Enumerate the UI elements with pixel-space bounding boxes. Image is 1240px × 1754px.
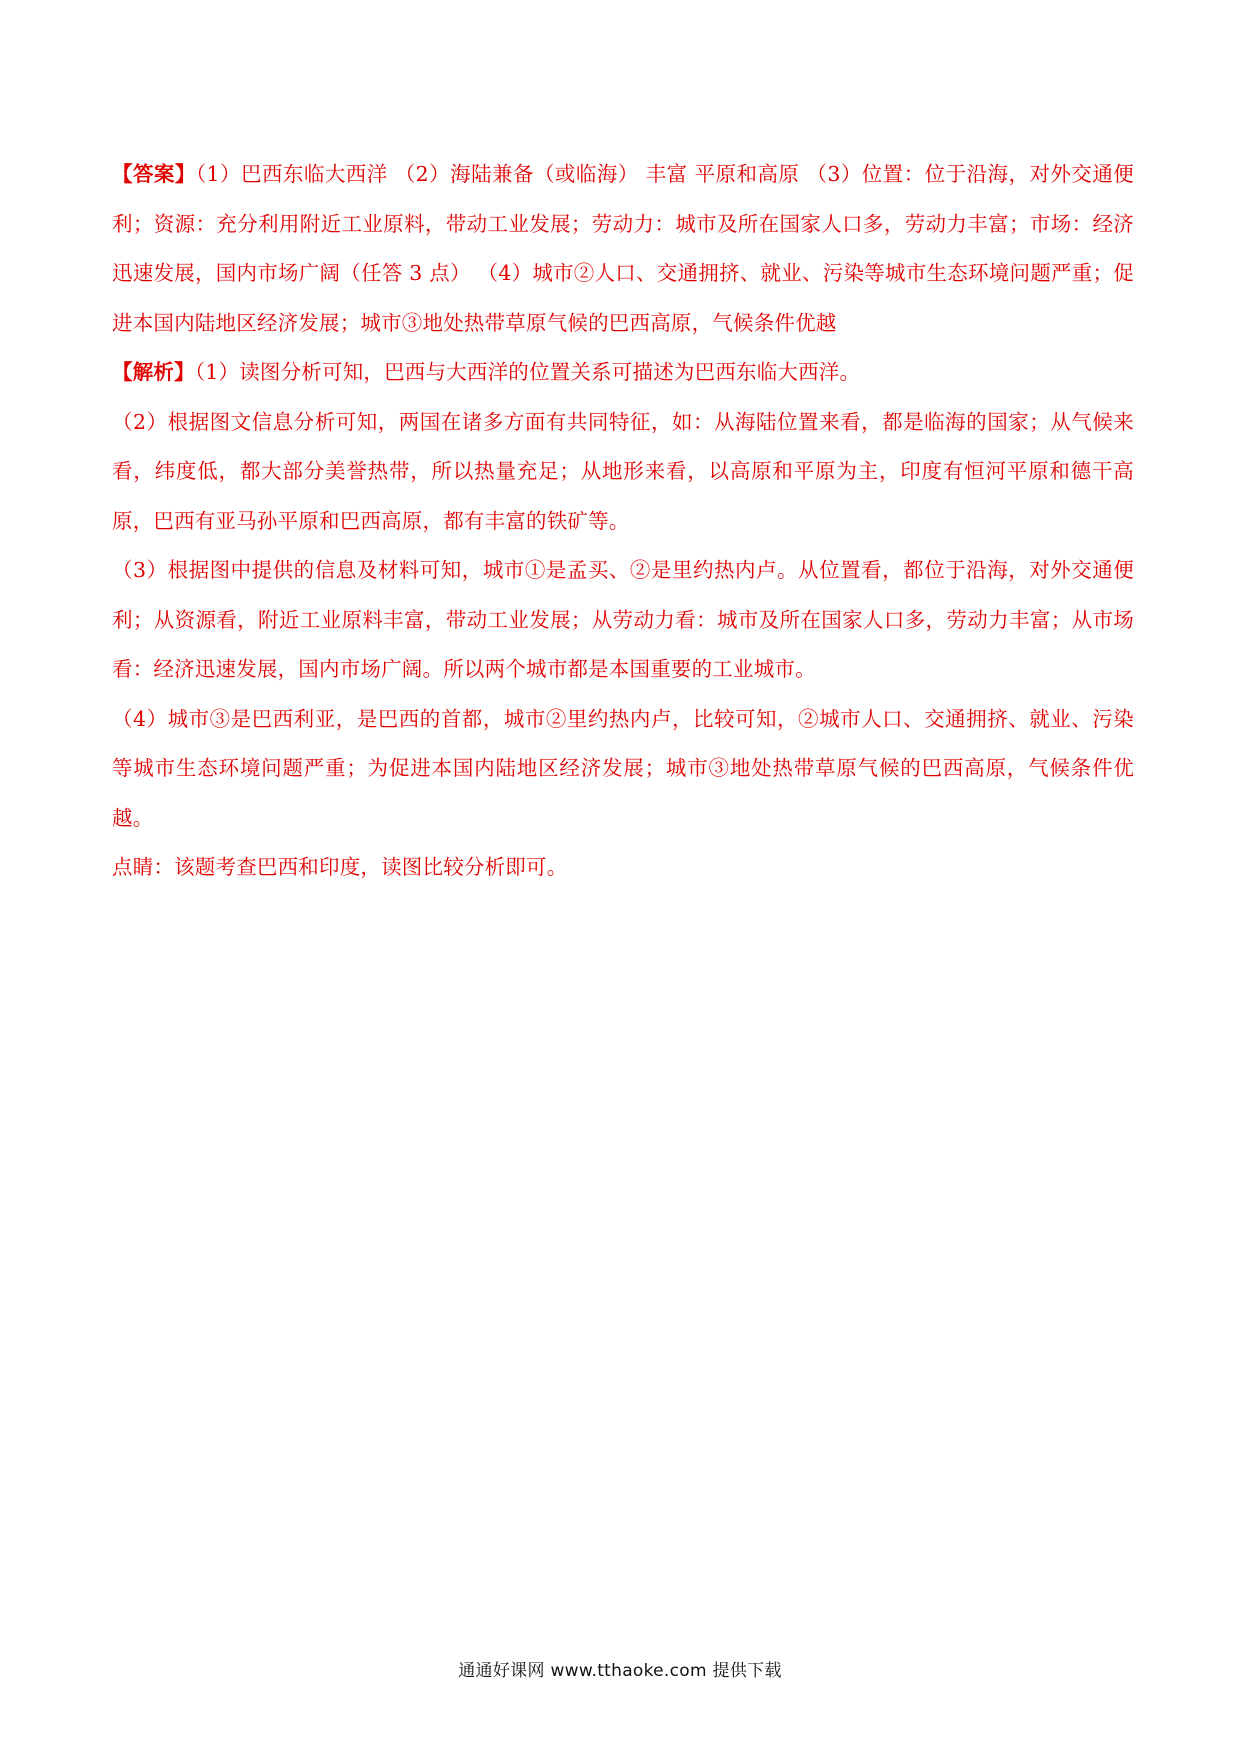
analysis-paragraph-4: （4）城市③是巴西利亚，是巴西的首都，城市②里约热内卢，比较可知，②城市人口、交通拥挤、就业、污染等城市生态环境问题严重；为促进本国内陆地区经济发展；城市③地处热带草原气候的巴西高原，气候条件优越。 <box>112 706 1134 830</box>
answer-text: （1）巴西东临大西洋 （2）海陆兼备（或临海） 丰富 平原和高原 （3）位置：位于沿海，对外交通便利；资源：充分利用附近工业原料，带动工业发展；劳动力：城市及所在国家人口多，劳动力丰富；市场：经济迅速发展，国内市场广阔（任答 3 点） （4）城市②人口、交通拥挤、就业、污染等城市生态环境问题严重；促进本国内陆地区经济发展；城市③地处热带草原气候的巴西高原，气候条件优越 <box>112 162 1134 335</box>
page-footer: 通通好课网 www.tthaoke.com 提供下载 <box>458 1661 782 1681</box>
analysis-paragraph-2: （2）根据图文信息分析可知，两国在诸多方面有共同特征，如：从海陆位置来看，都是临海的国家；从气候来看，纬度低，都大部分美誉热带，所以热量充足；从地形来看，以高原和平原为主，印度有恒河平原和德干高原，巴西有亚马孙平原和巴西高原，都有丰富的铁矿等。 <box>112 409 1134 533</box>
answer-label: 【答案】 <box>112 162 196 186</box>
analysis-paragraph-3: （3）根据图中提供的信息及材料可知，城市①是孟买、②是里约热内卢。从位置看，都位于沿海，对外交通便利；从资源看，附近工业原料丰富，带动工业发展；从劳动力看：城市及所在国家人口多，劳动力丰富；从市场看：经济迅速发展，国内市场广阔。所以两个城市都是本国重要的工业城市。 <box>112 558 1134 681</box>
answer-paragraph <box>112 150 1134 348</box>
tip-paragraph: 点睛：该题考查巴西和印度，读图比较分析即可。 <box>112 855 568 879</box>
analysis-paragraph-1 <box>112 348 1134 398</box>
analysis-text-1: （1）读图分析可知，巴西与大西洋的位置关系可描述为巴西东临大西洋。 <box>194 360 861 384</box>
analysis-label: 【解析】 <box>112 360 195 384</box>
answer-document <box>112 150 1134 893</box>
